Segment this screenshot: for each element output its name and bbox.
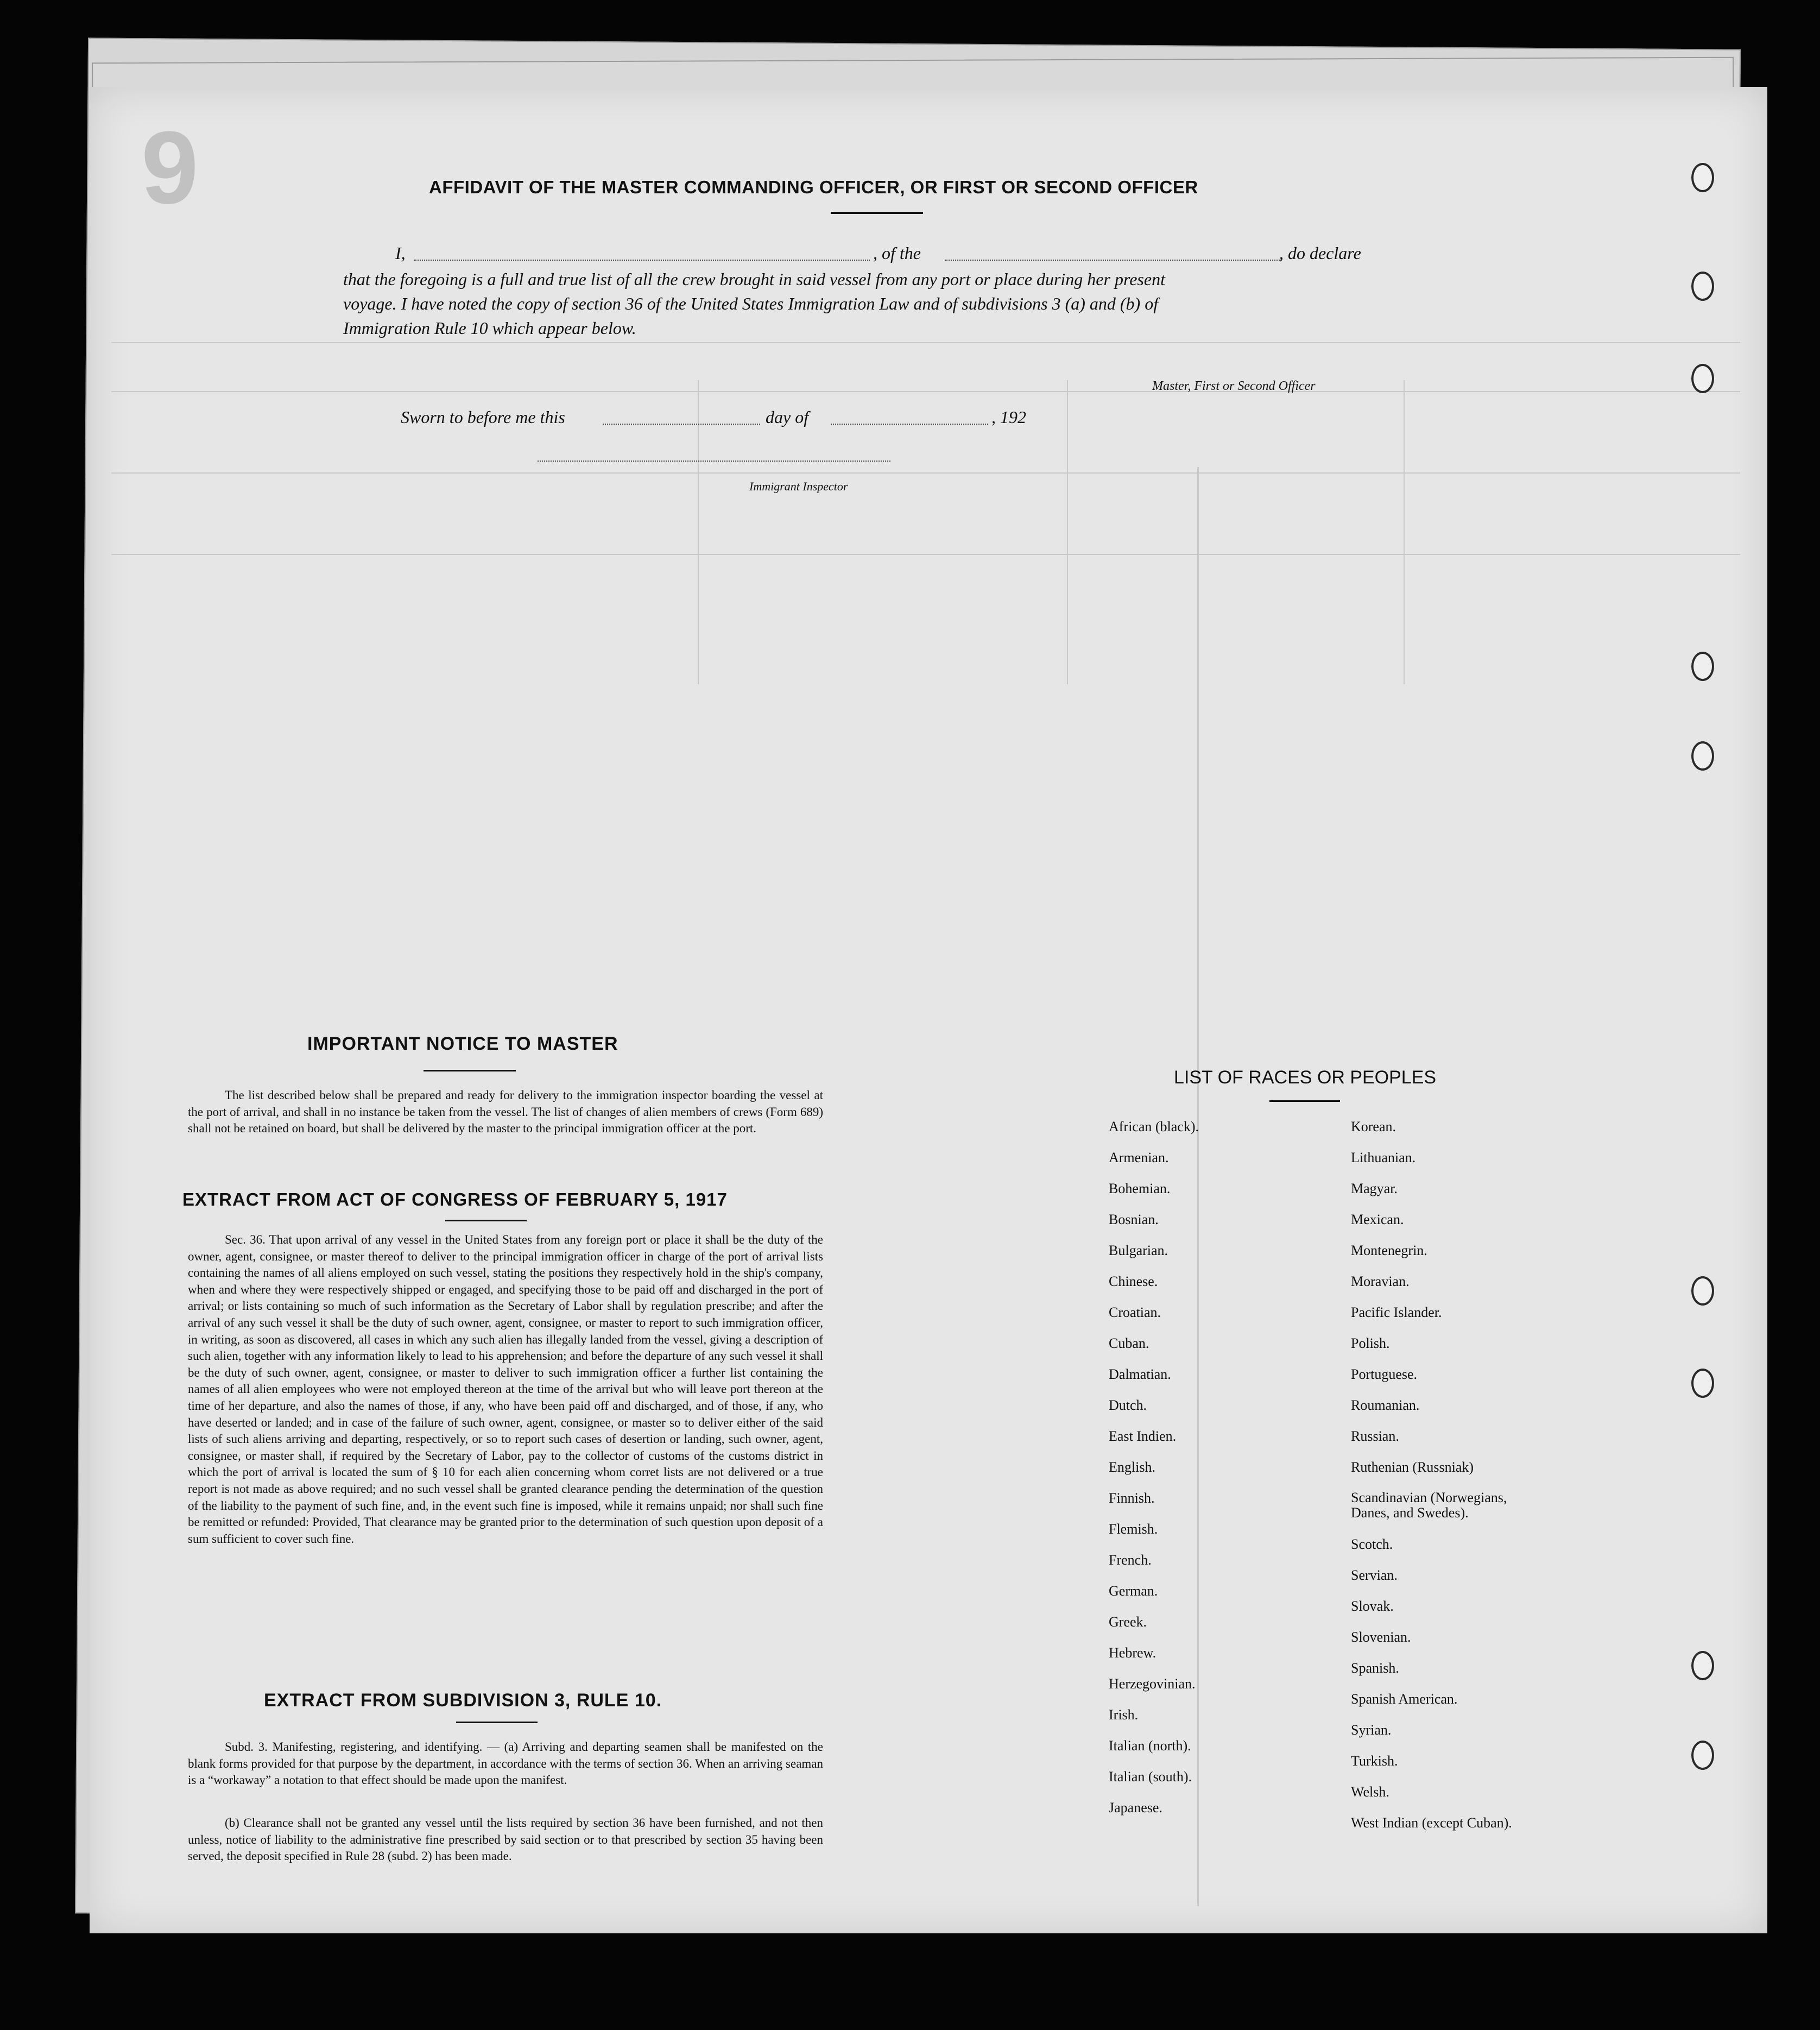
day-of-label: day of bbox=[766, 407, 809, 427]
affidavit-i: I, bbox=[395, 243, 406, 263]
extract-rule-underline bbox=[456, 1722, 538, 1723]
sworn-before-label: Sworn to before me this bbox=[401, 407, 565, 427]
binder-hole bbox=[1691, 163, 1714, 192]
race-item: Hebrew. bbox=[1109, 1645, 1157, 1661]
race-item: Chinese. bbox=[1109, 1274, 1158, 1289]
race-item: Russian. bbox=[1351, 1428, 1399, 1444]
document-page bbox=[90, 87, 1767, 1933]
race-item: Greek. bbox=[1109, 1614, 1147, 1630]
race-item: Portuguese. bbox=[1351, 1366, 1418, 1382]
affidavit-of-the: , of the bbox=[873, 243, 921, 263]
race-item: West Indian (except Cuban). bbox=[1351, 1815, 1512, 1831]
inspector-signature-blank bbox=[538, 461, 890, 462]
affidavit-title: AFFIDAVIT OF THE MASTER COMMANDING OFFICER, OR FIRST OR SECOND OFFICER bbox=[429, 177, 1198, 197]
race-item: Armenian. bbox=[1109, 1150, 1169, 1165]
race-item: Pacific Islander. bbox=[1351, 1304, 1442, 1320]
race-item: Dutch. bbox=[1109, 1397, 1147, 1413]
race-item: Scotch. bbox=[1351, 1536, 1393, 1552]
race-item: Japanese. bbox=[1109, 1800, 1162, 1815]
affidavit-line-2: that the foregoing is a full and true list of all the crew brought in said vessel from any port or place during her present bbox=[343, 269, 1165, 289]
faint-table-line bbox=[111, 472, 1740, 474]
race-item: East Indien. bbox=[1109, 1428, 1177, 1444]
notice-underline bbox=[424, 1070, 516, 1071]
race-item: English. bbox=[1109, 1459, 1155, 1475]
inspector-label: Immigrant Inspector bbox=[749, 480, 848, 493]
race-item: Italian (north). bbox=[1109, 1738, 1191, 1754]
bleed-through-mark: 9 bbox=[141, 110, 199, 225]
race-item: Flemish. bbox=[1109, 1521, 1158, 1537]
binder-hole bbox=[1691, 1369, 1714, 1398]
race-item: Korean. bbox=[1351, 1119, 1396, 1134]
race-item: Dalmatian. bbox=[1109, 1366, 1171, 1382]
binder-hole bbox=[1691, 1651, 1714, 1680]
title-underline bbox=[831, 212, 923, 214]
race-item: German. bbox=[1109, 1583, 1158, 1599]
affidavit-do-declare: , do declare bbox=[1279, 243, 1361, 263]
races-underline bbox=[1269, 1100, 1340, 1102]
faint-table-line bbox=[698, 380, 699, 684]
master-signature-label: Master, First or Second Officer bbox=[1152, 379, 1316, 393]
race-item: Bulgarian. bbox=[1109, 1243, 1168, 1258]
faint-table-line bbox=[111, 391, 1740, 392]
race-item: Cuban. bbox=[1109, 1335, 1149, 1351]
race-item: Ruthenian (Russniak) bbox=[1351, 1459, 1474, 1475]
race-item: Herzegovinian. bbox=[1109, 1676, 1196, 1692]
race-item: Welsh. bbox=[1351, 1784, 1389, 1800]
race-item: Lithuanian. bbox=[1351, 1150, 1416, 1165]
race-item: Spanish American. bbox=[1351, 1691, 1458, 1707]
binder-hole bbox=[1691, 364, 1714, 393]
extract-act-title: EXTRACT FROM ACT OF CONGRESS OF FEBRUARY 5, 1917 bbox=[182, 1189, 728, 1209]
race-item: Scandinavian (Norwegians, Danes, and Swedes). bbox=[1351, 1490, 1507, 1521]
race-item: Slovak. bbox=[1351, 1598, 1394, 1614]
binder-hole bbox=[1691, 741, 1714, 771]
extract-rule-body-a: Subd. 3. Manifesting, registering, and identifying. — (a) Arriving and departing seamen shall be manifested on the blank forms provided for that purpose by the department, in accordance with the terms of section 36. When an arriving seaman is a “workaway” a notation to that effect should be made upon the manifest. bbox=[188, 1740, 823, 1787]
binder-hole bbox=[1691, 1741, 1714, 1770]
binder-hole bbox=[1691, 652, 1714, 681]
race-item: French. bbox=[1109, 1552, 1152, 1568]
extract-act-underline bbox=[445, 1220, 527, 1221]
month-blank bbox=[831, 424, 988, 425]
day-blank bbox=[603, 424, 760, 425]
vessel-blank bbox=[945, 260, 1281, 261]
race-item: Italian (south). bbox=[1109, 1769, 1192, 1785]
race-item: African (black). bbox=[1109, 1119, 1199, 1134]
faint-table-line bbox=[1067, 380, 1068, 684]
race-item: Slovenian. bbox=[1351, 1629, 1411, 1645]
faint-table-line bbox=[1404, 380, 1405, 684]
race-item: Turkish. bbox=[1351, 1753, 1398, 1769]
race-item: Bosnian. bbox=[1109, 1212, 1159, 1227]
race-item: Montenegrin. bbox=[1351, 1243, 1427, 1258]
race-item: Spanish. bbox=[1351, 1660, 1399, 1676]
binder-hole bbox=[1691, 1276, 1714, 1306]
binder-hole bbox=[1691, 272, 1714, 301]
race-item: Magyar. bbox=[1351, 1181, 1398, 1196]
name-blank bbox=[414, 260, 870, 261]
race-item: Servian. bbox=[1351, 1567, 1398, 1583]
race-item: Finnish. bbox=[1109, 1490, 1155, 1506]
extract-act-body: Sec. 36. That upon arrival of any vessel in the United States from any foreign port or place it shall be the duty of the owner, agent, consignee, or master thereof to deliver to the principal immigration officer in charge of the port of arrival lists containing the names of all aliens employed on such vessel, stating the positions they respectively hold in the ship's company, when and where they were respectively shipped or engaged, and specifying those to be paid off and discharged in the port of arrival; or lists containing so much of such information as the Secretary of Labor shall by regulation prescribe; and after the arrival of any such vessel it shall be the duty of such owner, agent, consignee, or master to report to such immigration officer, in writing, as soon as discovered, all cases in which any such alien has illegally landed from the vessel, giving a description of such alien, together with any information likely to lead to his apprehension; and before the departure of any such vessel it shall be the duty of such owner, agent, consignee, or master to deliver to such immigration officer a further list containing the names of all alien employees who were not employed thereon at the time of the arrival but who will leave port thereon at the time of her departure, and also the names of those, if any, who have been paid off and discharged, and of those, if any, who have deserted or landed; and in case of the failure of such owner, agent, consignee, or master so to deliver either of the said lists of such aliens arriving and departing, respectively, or so to report such cases of desertion or landing, such owner, agent, consignee, or master shall, if required by the Secretary of Labor, pay to the collector of customs of the customs district in which the port of arrival is located the sum of § 10 for each alien concerning whom corret lists are not delivered or a true report is not made as above required; and no such vessel shall be granted clearance pending the determination of the question of the liability to the payment of such fine, and, in the event such fine is imposed, while it remains unpaid; nor shall such fine be remitted or refunded: Provided, That clearance may be granted prior to the determination of such question upon deposit of a sum sufficient to cover such fine. bbox=[188, 1233, 823, 1546]
faint-table-line bbox=[1197, 467, 1199, 1906]
faint-table-line bbox=[111, 342, 1740, 343]
race-item: Mexican. bbox=[1351, 1212, 1404, 1227]
extract-rule-title: EXTRACT FROM SUBDIVISION 3, RULE 10. bbox=[264, 1690, 662, 1711]
faint-table-line bbox=[111, 554, 1740, 555]
race-item: Moravian. bbox=[1351, 1274, 1410, 1289]
notice-title: IMPORTANT NOTICE TO MASTER bbox=[307, 1033, 618, 1054]
extract-rule-body-b: (b) Clearance shall not be granted any vessel until the lists required by section 36 have been furnished, and not then unless, notice of liability to the administrative fine prescribed by said section or to that prescribed by section 35 having been served, the deposit specified in Rule 28 (subd. 2) has been made. bbox=[188, 1816, 823, 1863]
affidavit-line-4: Immigration Rule 10 which appear below. bbox=[343, 318, 636, 338]
race-item: Irish. bbox=[1109, 1707, 1139, 1723]
year-prefix: , 192 bbox=[991, 407, 1026, 427]
race-item: Croatian. bbox=[1109, 1304, 1161, 1320]
races-title: LIST OF RACES OR PEOPLES bbox=[1174, 1067, 1437, 1088]
race-item: Roumanian. bbox=[1351, 1397, 1420, 1413]
race-item: Bohemian. bbox=[1109, 1181, 1171, 1196]
race-item: Syrian. bbox=[1351, 1722, 1392, 1738]
race-item: Polish. bbox=[1351, 1335, 1390, 1351]
notice-body: The list described below shall be prepared and ready for delivery to the immigration inspector boarding the vessel at the port of arrival, and shall in no instance be taken from the vessel. The list of changes of alien members of crews (Form 689) shall not be retained on board, but shall be delivered by the master to the principal immigration officer at the port. bbox=[188, 1088, 823, 1136]
affidavit-line-3: voyage. I have noted the copy of section 36 of the United States Immigration Law and of subdivisions 3 (a) and (b) of bbox=[343, 294, 1159, 313]
